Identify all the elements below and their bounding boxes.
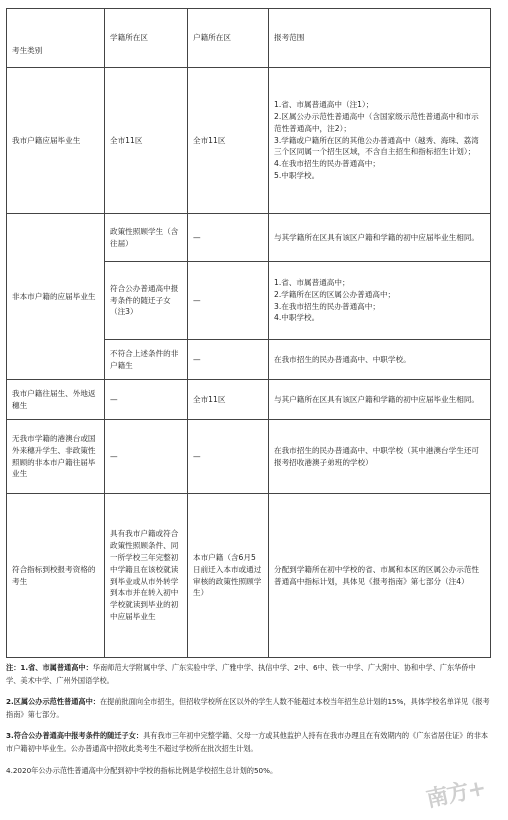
row2c-household: — <box>188 340 269 380</box>
row4-school-status: — <box>105 420 188 494</box>
scope-line: 2.区属公办示范性普通高中（含国家级示范性普通高中和市示范性普通高中，注2）； <box>274 112 479 133</box>
row5-scope: 分配到学籍所在初中学校的省、市属和本区的区属公办示范性普通高中指标计划，具体见《报考指南》第七部分（注4） <box>269 494 491 658</box>
footnote-2 <box>6 696 490 721</box>
scope-line: 5.中职学校。 <box>274 170 320 180</box>
row1-household: 全市11区 <box>188 68 269 214</box>
row5-household: 本市户籍（含6月5日前迁入本市或通过审核的政策性照顾学生） <box>188 494 269 658</box>
header-household: 户籍所在区 <box>188 9 269 68</box>
row2b-household: — <box>188 262 269 340</box>
table-row <box>7 494 491 658</box>
header-scope: 报考范围 <box>269 9 491 68</box>
row3-household: 全市11区 <box>188 380 269 420</box>
scope-line: 4.中职学校。 <box>274 313 320 323</box>
table-row <box>7 420 491 494</box>
row2a-household: — <box>188 214 269 262</box>
watermark-logo: 南方+ <box>424 774 488 813</box>
table-row <box>7 68 491 214</box>
scope-line: 4.在我市招生的民办普通高中； <box>274 159 380 169</box>
header-category: 考生类别 <box>7 9 105 68</box>
scope-line: 1.省、市属普通高中（注1）； <box>274 100 374 110</box>
footnote-text: 在提前批面向全市招生，但招收学校所在区以外的学生人数不能超过本校当年招生总计划的15%，具体学校名单详见《报考指南》第七部分。 <box>6 697 490 719</box>
row2a-school-status: 政策性照顾学生（含往届） <box>105 214 188 262</box>
row4-household: — <box>188 420 269 494</box>
scope-line: 3.在我市招生的民办普通高中； <box>274 301 380 311</box>
row2b-school-status: 符合公办普通高中报考条件的随迁子女（注3） <box>105 262 188 340</box>
footnote-text: 具有我市三年初中完整学籍、父母一方或其他监护人持有在我市办理且在有效期内的《广东省居住证》的非本市户籍初中毕业生。公办普通高中招收此类考生不超过学校所在批次招生计划。 <box>6 731 489 753</box>
footnote-3 <box>6 730 490 755</box>
row1-scope <box>269 68 491 214</box>
footnote-label: 2.区属公办示范性普通高中： <box>6 697 100 707</box>
row2c-scope: 在我市招生的民办普通高中、中职学校。 <box>269 340 491 380</box>
table-header-row <box>7 9 491 68</box>
table-row <box>7 380 491 420</box>
scope-line: 3.学籍或户籍所在区的其他公办普通高中（越秀、海珠、荔湾三个区同属一个招生区域，不含自主招生和指标招生计划）； <box>274 135 479 157</box>
row1-school-status: 全市11区 <box>105 68 188 214</box>
row5-school-status: 具有我市户籍或符合政策性照顾条件、同一所学校三年完整初中学籍且在该校就读到毕业或从市外转学到本市并在转入初中学校就读到毕业的初中应届毕业生 <box>105 494 188 658</box>
row4-scope: 在我市招生的民办普通高中、中职学校（其中港澳台学生还可报考招收港澳子弟班的学校） <box>269 420 491 494</box>
row4-category: 无我市学籍的港澳台或国外来穗升学生、非政策性照顾的非本市户籍往届毕业生 <box>7 420 105 494</box>
row2b-scope <box>269 262 491 340</box>
footnote-text: 4.2020年公办示范性普通高中分配到初中学校的指标比例是学校招生总计划的50%。 <box>6 765 278 775</box>
row5-category: 符合指标到校报考资格的考生 <box>7 494 105 658</box>
row1-category: 我市户籍应届毕业生 <box>7 68 105 214</box>
table-row <box>7 214 491 262</box>
row3-scope: 与其户籍所在区具有该区户籍和学籍的初中应届毕业生相同。 <box>269 380 491 420</box>
footnote-label: 3.符合公办普通高中报考条件的随迁子女： <box>6 731 144 741</box>
row2-category: 非本市户籍的应届毕业生 <box>7 214 105 380</box>
scope-line: 1.省、市属普通高中； <box>274 277 350 287</box>
row2a-scope: 与其学籍所在区具有该区户籍和学籍的初中应届毕业生相同。 <box>269 214 491 262</box>
row3-school-status: — <box>105 380 188 420</box>
header-school-status: 学籍所在区 <box>105 9 188 68</box>
row2c-school-status: 不符合上述条件的非户籍生 <box>105 340 188 380</box>
footnote-text: 华南师范大学附属中学、广东实验中学、广雅中学、执信中学、2中、6中、铁一中学、广大附中、协和中学、广东华侨中学、美术中学、广州外国语学校。 <box>6 663 476 685</box>
footnote-4 <box>6 765 490 778</box>
admission-scope-table <box>6 8 491 658</box>
row3-category: 我市户籍往届生、外地返穗生 <box>7 380 105 420</box>
footnotes <box>6 662 490 786</box>
footnote-label: 注：1.省、市属普通高中： <box>6 663 93 672</box>
footnote-1 <box>6 662 490 687</box>
scope-line: 2.学籍所在区的区属公办普通高中； <box>274 289 396 299</box>
